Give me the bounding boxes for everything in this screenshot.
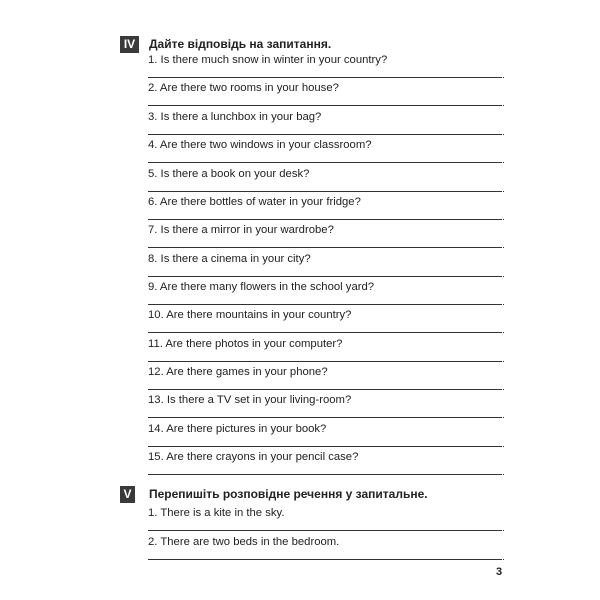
question-text: 3. Is there a lunchbox in your bag?: [148, 111, 322, 123]
sentence-text: 1. There is a kite in the sky.: [148, 507, 285, 519]
sentence-text: 2. There are two beds in the bedroom.: [148, 536, 340, 548]
exercise-instruction: Перепишіть розповідне речення у запитальне.: [149, 487, 428, 501]
answer-line[interactable]: [148, 474, 502, 475]
exercise-v-header: [120, 486, 505, 504]
answer-line[interactable]: [148, 162, 502, 163]
question-15: [148, 450, 504, 478]
question-text: 13. Is there a TV set in your living-room?: [148, 394, 352, 406]
answer-line[interactable]: [148, 417, 502, 418]
question-10: [148, 308, 504, 336]
answer-line[interactable]: [148, 389, 502, 390]
exercise-instruction: Дайте відповідь на запитання.: [149, 37, 332, 51]
question-6: [148, 195, 504, 223]
exercise-number-badge: V: [120, 486, 135, 503]
answer-line[interactable]: [148, 191, 502, 192]
page-number: 3: [496, 566, 503, 578]
exercise-v: [120, 486, 505, 504]
question-11: [148, 337, 504, 365]
answer-line[interactable]: [148, 304, 502, 305]
answer-line[interactable]: [148, 361, 502, 362]
question-7: [148, 223, 504, 251]
question-text: 15. Are there crayons in your pencil case?: [148, 451, 359, 463]
question-14: [148, 422, 504, 450]
question-9: [148, 280, 504, 308]
question-text: 12. Are there games in your phone?: [148, 366, 328, 378]
sentence-2: [148, 535, 504, 563]
question-5: [148, 167, 504, 195]
question-12: [148, 365, 504, 393]
answer-line[interactable]: [148, 134, 502, 135]
answer-line[interactable]: [148, 332, 502, 333]
exercise-number-badge: IV: [120, 36, 139, 53]
answer-line[interactable]: [148, 530, 502, 531]
question-text: 10. Are there mountains in your country?: [148, 309, 352, 321]
answer-line[interactable]: [148, 276, 502, 277]
question-text: 2. Are there two rooms in your house?: [148, 82, 339, 94]
question-2: [148, 81, 504, 109]
question-text: 7. Is there a mirror in your wardrobe?: [148, 224, 334, 236]
question-3: [148, 110, 504, 138]
question-text: 11. Are there photos in your computer?: [148, 338, 343, 350]
answer-line[interactable]: [148, 105, 502, 106]
question-text: 14. Are there pictures in your book?: [148, 423, 327, 435]
answer-line[interactable]: [148, 219, 502, 220]
question-text: 6. Are there bottles of water in your fridge?: [148, 196, 361, 208]
question-text: 9. Are there many flowers in the school yard?: [148, 281, 375, 293]
answer-line[interactable]: [148, 559, 502, 560]
question-text: 8. Is there a cinema in your city?: [148, 253, 311, 265]
sentence-1: [148, 506, 504, 534]
question-13: [148, 393, 504, 421]
question-8: [148, 252, 504, 280]
question-text: 5. Is there a book on your desk?: [148, 168, 310, 180]
question-4: [148, 138, 504, 166]
exercise-iv: [120, 36, 505, 54]
answer-line[interactable]: [148, 446, 502, 447]
exercise-iv-header: [120, 36, 505, 54]
question-text: 1. Is there much snow in winter in your country?: [148, 54, 388, 66]
answer-line[interactable]: [148, 77, 502, 78]
answer-line[interactable]: [148, 247, 502, 248]
question-text: 4. Are there two windows in your classroom?: [148, 139, 372, 151]
question-1: [148, 53, 504, 81]
